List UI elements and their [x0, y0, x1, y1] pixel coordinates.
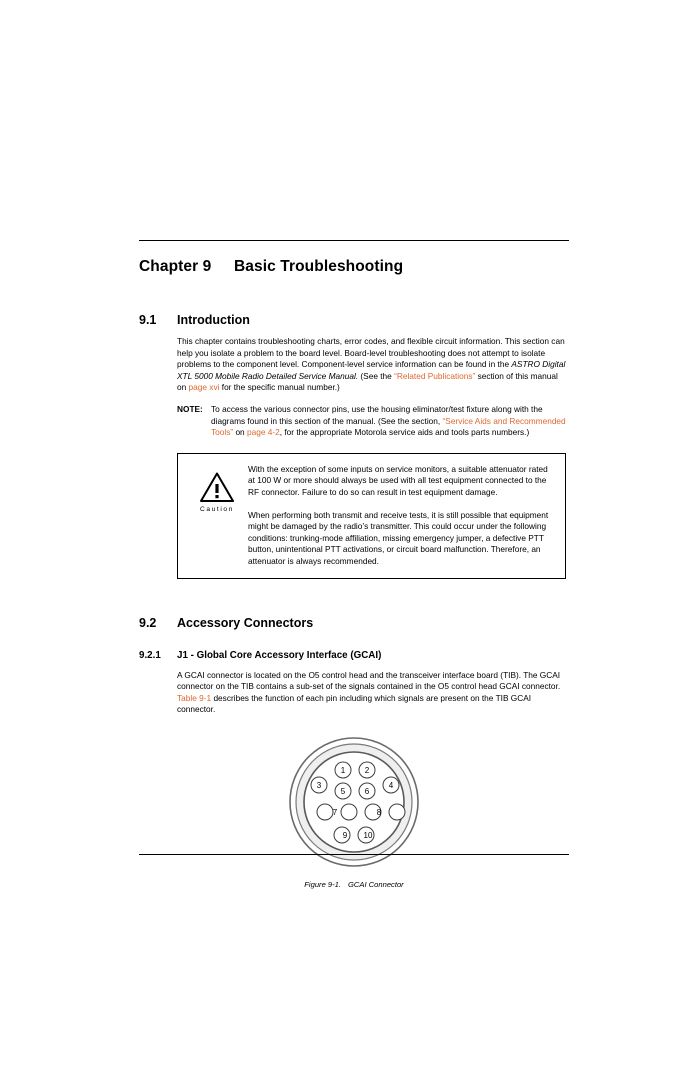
caution-paragraph-1: With the exception of some inputs on service monitors, a suitable attenuator rated at 100 W or more should always be used with all test equipment connected to the RF connector. Failure to do so can result in test equipment damage.	[248, 463, 548, 497]
section-number-9-2-1: 9.2.1	[139, 649, 161, 661]
link-related-publications[interactable]: “Related Publications”	[394, 370, 476, 381]
note-text	[211, 404, 569, 439]
note-text-3: , for the appropriate Motorola service aids and tools parts numbers.)	[279, 427, 530, 438]
connector-svg	[288, 736, 420, 868]
chapter-heading	[139, 258, 569, 276]
intro-text-2: (See the	[358, 370, 395, 381]
caution-label: Caution	[200, 505, 234, 513]
gcai-connector-diagram	[288, 736, 420, 868]
link-service-aids[interactable]: “Service Aids and Recommended Tools”	[211, 415, 566, 438]
pin-label-7: 7	[332, 807, 338, 817]
intro-italic-title: ASTRO Digital XTL 5000 Mobile Radio Detailed Service Manual.	[177, 359, 566, 381]
caution-box	[177, 453, 566, 579]
gcai-text-2: describes the function of each pin including which signals are present on the TIB GCAI connector.	[177, 692, 532, 715]
figure-label: Figure 9-1.	[304, 879, 341, 889]
warning-triangle-icon	[200, 472, 234, 502]
section-title-introduction: Introduction	[177, 313, 250, 327]
section-title-gcai: J1 - Global Core Accessory Interface (GCAI)	[177, 649, 382, 661]
pin-label-2: 2	[364, 765, 370, 775]
section-heading-gcai	[139, 650, 569, 661]
chapter-title-text: Basic Troubleshooting	[234, 258, 404, 275]
introduction-paragraph	[177, 336, 569, 394]
section-heading-accessory-connectors	[139, 616, 569, 630]
link-page-4-2[interactable]: page 4-2	[246, 427, 280, 438]
section-number-9-2: 9.2	[139, 615, 157, 630]
note-text-1: To access the various connector pins, use the housing eliminator/test fixture along with the diagrams found in this section of the manual. (See the section,	[211, 403, 543, 426]
pin-label-3: 3	[316, 780, 322, 790]
note-block	[177, 404, 569, 439]
section-number-9-1: 9.1	[139, 313, 157, 327]
gcai-text-1: A GCAI connector is located on the O5 control head and the transceiver interface board (TIB). The GCAI connector on the TIB contains a sub-set of the signals contained in the O5 control head GCAI connector.	[177, 669, 561, 692]
intro-text-1: This chapter contains troubleshooting charts, error codes, and flexible circuit information. This section can help you isolate a problem to the board level. Board-level troubleshooting does not attempt to isolate problems to the component level. Component-level service information can be found in the	[177, 336, 565, 370]
pin-label-5: 5	[340, 786, 346, 796]
figure-caption-text: GCAI Connector	[348, 879, 404, 889]
introduction-body	[177, 336, 569, 394]
chapter-number: Chapter 9	[139, 258, 212, 275]
link-table-9-1[interactable]: Table 9-1	[177, 692, 212, 703]
section-title-accessory-connectors: Accessory Connectors	[177, 615, 314, 630]
header-rule	[139, 240, 569, 241]
figure-caption	[139, 880, 569, 889]
footer-rule	[139, 854, 569, 855]
pin-label-6: 6	[364, 786, 370, 796]
pin-label-10: 10	[363, 830, 373, 840]
gcai-paragraph	[177, 670, 569, 716]
caution-text-area	[248, 464, 555, 568]
note-text-2: on	[233, 427, 247, 438]
pin-label-4: 4	[388, 780, 394, 790]
caution-paragraph-2: When performing both transmit and receive tests, it is still possible that equipment might be damaged by the radio’s transmitter. This could occur under the following conditions: trunking-mode affiliation, missing emergency jumper, a defective PTT button, unintentional PTT activations, or circuit board malfunction. Therefore, an attenuator is always recommended.	[248, 509, 549, 566]
pin-label-9: 9	[342, 830, 348, 840]
note-label: NOTE:	[177, 403, 203, 414]
pin-label-8: 8	[376, 807, 382, 817]
intro-text-4: for the specific manual number.)	[219, 382, 340, 393]
page-content	[139, 240, 569, 889]
caution-icon-area	[186, 464, 248, 513]
pin-label-1: 1	[340, 765, 346, 775]
gcai-body	[177, 670, 569, 716]
intro-text-3: section of this manual on	[177, 370, 558, 393]
section-heading-introduction	[139, 313, 569, 327]
link-page-xvi[interactable]: page xvi	[188, 382, 220, 393]
figure-block	[139, 736, 569, 889]
